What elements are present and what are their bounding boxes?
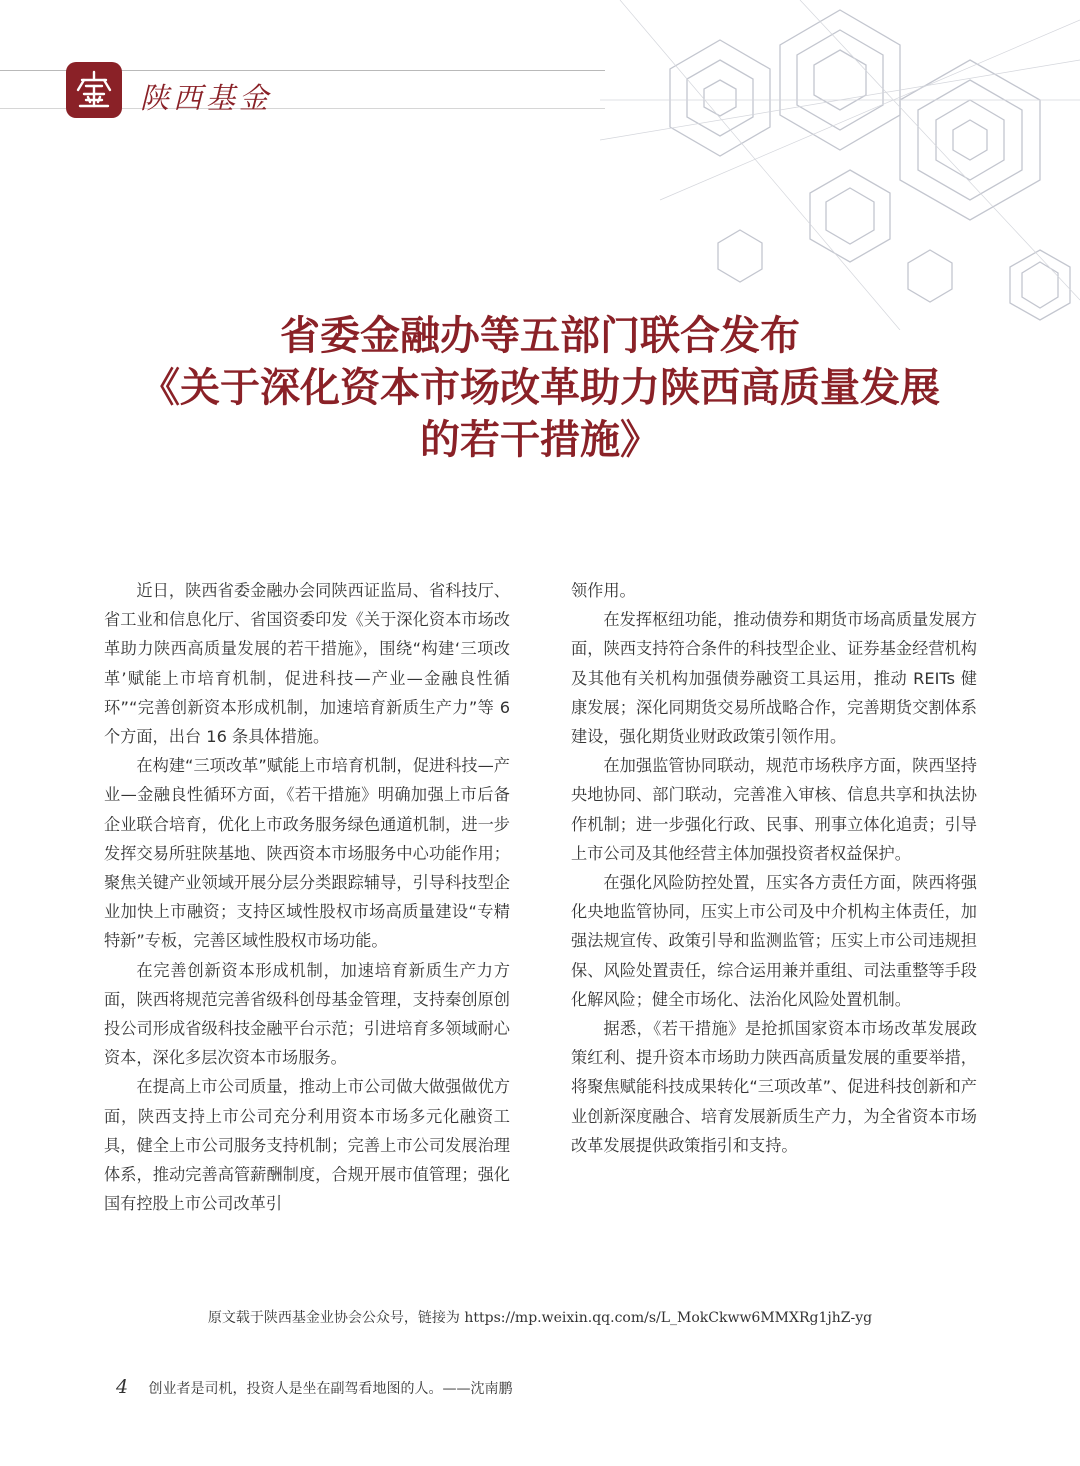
paragraph: 近日，陕西省委金融办会同陕西证监局、省科技厅、省工业和信息化厅、省国资委印发《关于深化资本市场改革助力陕西高质量发展的若干措施》，围绕“构建‘三项改革’赋能上市培育机制，促进科技—产业—金融良性循环”“完善创新资本形成机制，加速培育新质生产力”等 6 个方面，出台 16 条具体措施。 xyxy=(104,581,510,747)
source-note: 原文载于陕西基金业协会公众号，链接为 https://mp.weixin.qq.com/s/L_MokCkww6MMXRg1jhZ-yg xyxy=(207,1310,873,1326)
paragraph-continuation: 领作用。 xyxy=(571,581,636,600)
paragraph: 在完善创新资本形成机制，加速培育新质生产力方面，陕西将规范完善省级科创母基金管理，支持秦创原创投公司形成省级科技金融平台示范；引进培育多领域耐心资本，深化多层次资本市场服务。 xyxy=(104,960,510,1068)
paragraph: 在提高上市公司质量，推动上市公司做大做强做优方面，陕西支持上市公司充分利用资本市场多元化融资工具，健全上市公司服务支持机制；完善上市公司发展治理体系，推动完善高管薪酬制度，合规开展市值管理；强化国有控股上市公司改革引 xyxy=(104,1077,510,1214)
footer-quote: 创业者是司机，投资人是坐在副驾看地图的人。——沈南鹏 xyxy=(148,1381,513,1397)
paragraph: 在构建“三项改革”赋能上市培育机制，促进科技—产业—金融良性循环方面，《若干措施》明确加强上市后备企业联合培育，优化上市政务服务绿色通道机制，进一步发挥交易所驻陕基地、陕西资本市场服务中心功能作用；聚焦关键产业领域开展分层分类跟踪辅导，引导科技型企业加快上市融资；支持区域性股权市场高质量建设“专精特新”专板，完善区域性股权市场功能。 xyxy=(104,756,510,951)
title-line-3: 的若干措施》 xyxy=(420,416,660,463)
seal-logo-icon xyxy=(66,62,122,118)
title-line-2: 《关于深化资本市场改革助力陕西高质量发展 xyxy=(140,364,940,411)
right-column xyxy=(571,576,977,1160)
article-title xyxy=(60,310,1020,466)
page-number: 4 xyxy=(116,1376,129,1398)
paragraph: 在强化风险防控处置，压实各方责任方面，陕西将强化央地监管协同，压实上市公司及中介机构主体责任，加强法规宣传、政策引导和监测监管；压实上市公司违规担保、风险处置责任，综合运用兼并重组、司法重整等手段化解风险；健全市场化、法治化风险处置机制。 xyxy=(571,873,977,1009)
paragraph: 在发挥枢纽功能，推动债券和期货市场高质量发展方面，陕西支持符合条件的科技型企业、证券基金经营机构及其他有关机构加强债券融资工具运用，推动 REITs 健康发展；深化同期货交易所战略合作，完善期货交割体系建设，强化期货业财政政策引领作用。 xyxy=(571,610,977,747)
title-line-1: 省委金融办等五部门联合发布 xyxy=(280,312,800,359)
brand-name: 陕西基金 xyxy=(140,81,273,115)
hexagon-decoration xyxy=(600,0,1080,330)
paragraph: 据悉，《若干措施》是抢抓国家资本市场改革发展政策红利、提升资本市场助力陕西高质量发展的重要举措，将聚焦赋能科技成果转化“三项改革”、促进科技创新和产业创新深度融合、培育发展新质生产力，为全省资本市场改革发展提供政策指引和支持。 xyxy=(571,1019,977,1155)
left-column xyxy=(104,576,510,1218)
page-footer xyxy=(116,1376,513,1398)
paragraph: 在加强监管协同联动，规范市场秩序方面，陕西坚持央地协同、部门联动，完善准入审核、信息共享和执法协作机制；进一步强化行政、民事、刑事立体化追责；引导上市公司及其他经营主体加强投资者权益保护。 xyxy=(571,756,977,863)
